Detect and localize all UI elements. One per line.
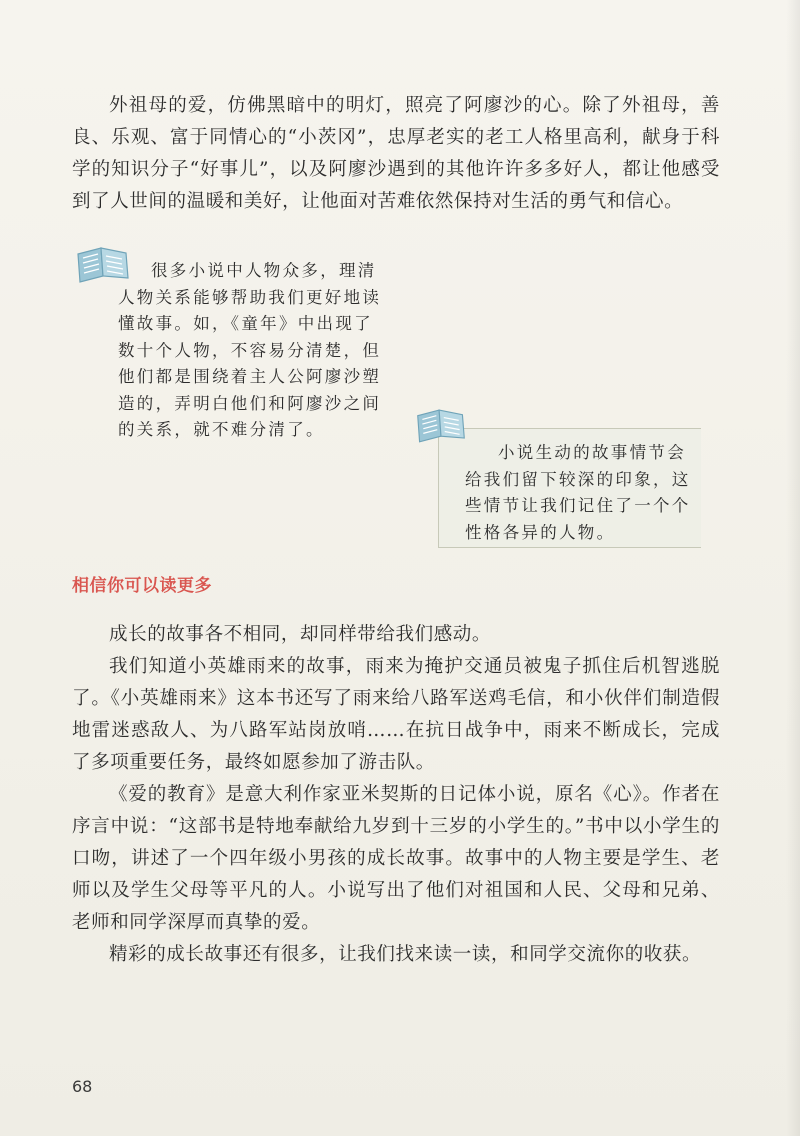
paragraph-more-stories: 精彩的成长故事还有很多，让我们找来读一读，和同学交流你的收获。 xyxy=(109,944,702,965)
paragraph-growth-stories: 成长的故事各不相同，却同样带给我们感动。 xyxy=(109,624,492,645)
paragraph-grandmother-love: 外祖母的爱，仿佛黑暗中的明灯，照亮了阿廖沙的心。除了外祖母，善良、乐观、富于同情心的“小茨冈”，忠厚老实的老工人格里高利，献身于科学的知识分子“好事儿”，以及阿廖沙遇到的其他许许多多好人，都让他感受到了人世间的温暖和美好，让他面对苦难依然保持对生活的勇气和信心。 xyxy=(72,95,720,212)
paragraph-yulai: 我们知道小英雄雨来的故事，雨来为掩护交通员被鬼子抓住后机智逃脱了。《小英雄雨来》这本书还写了雨来给八路军送鸡毛信，和小伙伴们制造假地雷迷惑敌人、为八路军站岗放哨……在抗日战争中，雨来不断成长，完成了多项重要任务，最终如愿参加了游击队。 xyxy=(72,656,720,773)
reading-tip-story-plot: 小说生动的故事情节会给我们留下较深的印象，这些情节让我们记住了一个个性格各异的人物。 xyxy=(465,443,691,542)
page-fold-shadow xyxy=(786,0,800,1136)
section-heading: 相信你可以读更多 xyxy=(72,576,212,596)
book-icon xyxy=(414,406,468,448)
reading-tip-character-relations: 很多小说中人物众多，理清人物关系能够帮助我们更好地读懂故事。如，《童年》中出现了数十个人物，不容易分清楚，但他们都是围绕着主人公阿廖沙塑造的，弄明白他们和阿廖沙之间的关系，就不难分清了。 xyxy=(118,261,382,439)
paragraph-heart: 《爱的教育》是意大利作家亚米契斯的日记体小说，原名《心》。作者在序言中说：“这部书是特地奉献给九岁到十三岁的小学生的。”书中以小学生的口吻，讲述了一个四年级小男孩的成长故事。故事中的人物主要是学生、老师以及学生父母等平凡的人。小说写出了他们对祖国和人民、父母和兄弟、老师和同学深厚而真挚的爱。 xyxy=(72,784,720,933)
page-number: 68 xyxy=(72,1077,93,1096)
